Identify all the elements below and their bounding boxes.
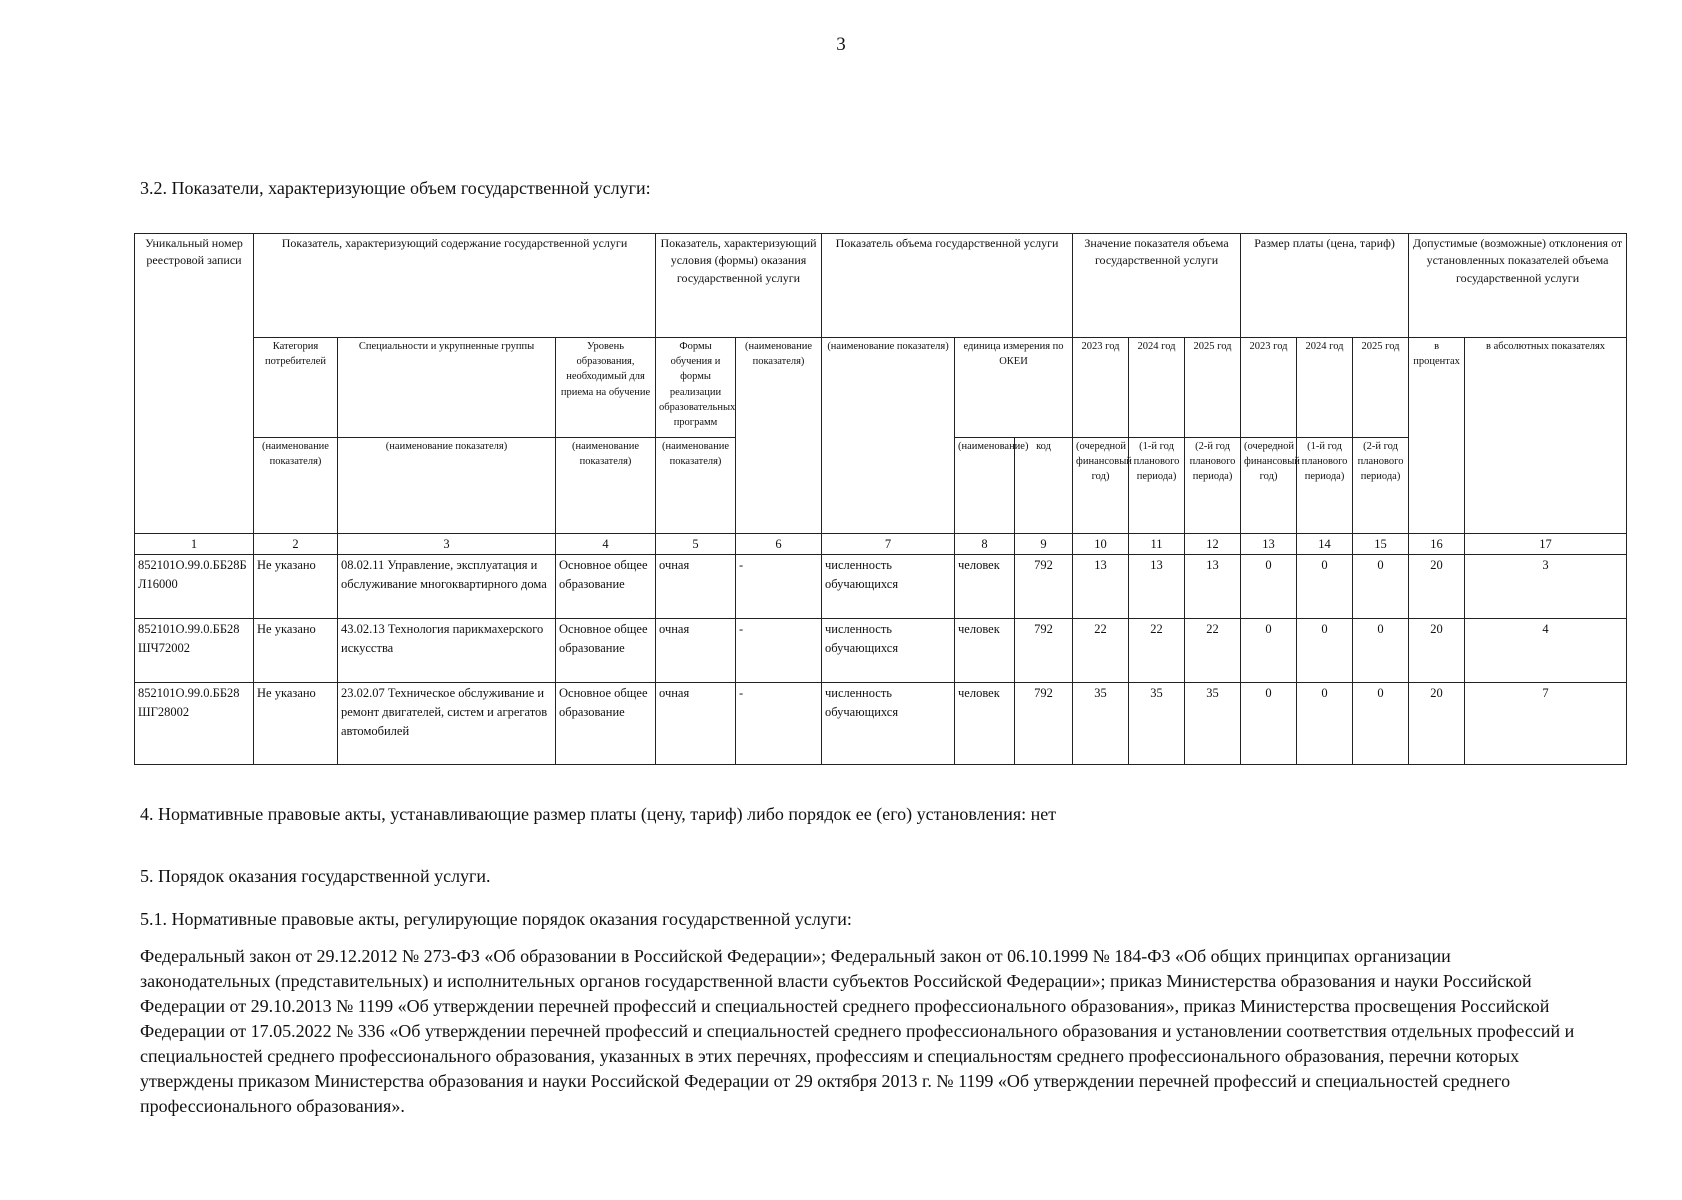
- head-fee-period-current: (очередной финансовый год): [1241, 438, 1297, 534]
- column-number: 8: [955, 534, 1015, 555]
- column-number: 12: [1185, 534, 1241, 555]
- cell-registry-number: 852101О.99.0.ББ28ШГ28002: [135, 683, 254, 765]
- cell-category: Не указано: [254, 683, 338, 765]
- cell-form: очная: [656, 683, 736, 765]
- cell-form: очная: [656, 619, 736, 683]
- head-unit-code: код: [1015, 438, 1073, 534]
- column-number: 16: [1409, 534, 1465, 555]
- column-number: 6: [736, 534, 822, 555]
- cell-registry-number: 852101О.99.0.ББ28БЛ16000: [135, 555, 254, 619]
- column-number: 7: [822, 534, 955, 555]
- cell-category: Не указано: [254, 555, 338, 619]
- head-unit-okei: единица измерения по ОКЕИ: [955, 338, 1073, 438]
- section-title-3-2: 3.2. Показатели, характеризующие объем государственной услуги:: [140, 178, 651, 198]
- cell-value-2023: 13: [1073, 555, 1129, 619]
- cell-unit: человек: [955, 619, 1015, 683]
- column-number: 9: [1015, 534, 1073, 555]
- column-number: 15: [1353, 534, 1409, 555]
- cell-deviation-percent: 20: [1409, 683, 1465, 765]
- section-5-title: 5. Порядок оказания государственной услуги.: [140, 866, 491, 886]
- cell-level: Основное общее образование: [556, 555, 656, 619]
- table-row: [135, 555, 1627, 619]
- head-unit-name: (наименование): [955, 438, 1015, 534]
- cell-deviation-absolute: 4: [1465, 619, 1627, 683]
- cell-value-2024: 35: [1129, 683, 1185, 765]
- cell-fee-2025: 0: [1353, 619, 1409, 683]
- cell-registry-number: 852101О.99.0.ББ28ШЧ72002: [135, 619, 254, 683]
- cell-fee-2025: 0: [1353, 683, 1409, 765]
- cell-specialty: 43.02.13 Технология парикмахерского искусства: [338, 619, 556, 683]
- column-number: 11: [1129, 534, 1185, 555]
- cell-fee-2024: 0: [1297, 683, 1353, 765]
- cell-condition: -: [736, 619, 822, 683]
- column-number: 10: [1073, 534, 1129, 555]
- head-fee-group: Размер платы (цена, тариф): [1241, 234, 1409, 338]
- head-fee-year-2024: 2024 год: [1297, 338, 1353, 438]
- cell-fee-2023: 0: [1241, 555, 1297, 619]
- cell-deviation-absolute: 7: [1465, 683, 1627, 765]
- cell-indicator: численность обучающихся: [822, 619, 955, 683]
- head-unique-number: Уникальный номер реестровой записи: [135, 234, 254, 534]
- cell-deviation-absolute: 3: [1465, 555, 1627, 619]
- section-4-text: 4. Нормативные правовые акты, устанавливающие размер платы (цену, тариф) либо порядок ее (его) установления: нет: [140, 804, 1057, 824]
- cell-category: Не указано: [254, 619, 338, 683]
- page-number: 3: [836, 34, 846, 55]
- head-name-indicator-1: (наименование показателя): [254, 438, 338, 534]
- cell-fee-2024: 0: [1297, 619, 1353, 683]
- cell-condition: -: [736, 555, 822, 619]
- cell-value-2023: 35: [1073, 683, 1129, 765]
- column-numbers-row: [135, 534, 1627, 555]
- head-fee-year-2023: 2023 год: [1241, 338, 1297, 438]
- cell-value-2025: 35: [1185, 683, 1241, 765]
- head-education-level: Уровень образования, необходимый для приема на обучение: [556, 338, 656, 438]
- cell-unit-code: 792: [1015, 683, 1073, 765]
- column-number: 17: [1465, 534, 1627, 555]
- column-number: 4: [556, 534, 656, 555]
- head-year-2023: 2023 год: [1073, 338, 1129, 438]
- cell-fee-2024: 0: [1297, 555, 1353, 619]
- cell-form: очная: [656, 555, 736, 619]
- cell-level: Основное общее образование: [556, 619, 656, 683]
- volume-indicators-table: [134, 233, 1627, 765]
- head-period-current: (очередной финансовый год): [1073, 438, 1129, 534]
- head-name-indicator-2: (наименование показателя): [338, 438, 556, 534]
- column-number: 13: [1241, 534, 1297, 555]
- head-content-group: Показатель, характеризующий содержание государственной услуги: [254, 234, 656, 338]
- cell-unit: человек: [955, 555, 1015, 619]
- cell-deviation-percent: 20: [1409, 555, 1465, 619]
- cell-deviation-percent: 20: [1409, 619, 1465, 683]
- head-conditions-group: Показатель, характеризующий условия (формы) оказания государственной услуги: [656, 234, 822, 338]
- cell-value-2024: 13: [1129, 555, 1185, 619]
- cell-level: Основное общее образование: [556, 683, 656, 765]
- cell-indicator: численность обучающихся: [822, 683, 955, 765]
- cell-value-2023: 22: [1073, 619, 1129, 683]
- column-number: 14: [1297, 534, 1353, 555]
- head-indicator-name: (наименование показателя): [822, 338, 955, 534]
- head-volume-group: Показатель объема государственной услуги: [822, 234, 1073, 338]
- cell-indicator: численность обучающихся: [822, 555, 955, 619]
- head-name-indicator-4: (наименование показателя): [656, 438, 736, 534]
- column-number: 5: [656, 534, 736, 555]
- head-fee-period-first: (1-й год планового периода): [1297, 438, 1353, 534]
- cell-unit: человек: [955, 683, 1015, 765]
- cell-value-2024: 22: [1129, 619, 1185, 683]
- head-cond-indicator-name: (наименование показателя): [736, 338, 822, 534]
- head-year-2024: 2024 год: [1129, 338, 1185, 438]
- cell-fee-2023: 0: [1241, 683, 1297, 765]
- table-row: [135, 619, 1627, 683]
- cell-specialty: 23.02.07 Техническое обслуживание и ремонт двигателей, систем и агрегатов автомобилей: [338, 683, 556, 765]
- table-row: [135, 683, 1627, 765]
- cell-value-2025: 22: [1185, 619, 1241, 683]
- head-name-indicator-3: (наименование показателя): [556, 438, 656, 534]
- head-in-absolute: в абсолютных показателях: [1465, 338, 1627, 534]
- head-period-first: (1-й год планового периода): [1129, 438, 1185, 534]
- cell-fee-2025: 0: [1353, 555, 1409, 619]
- column-number: 1: [135, 534, 254, 555]
- head-specialties: Специальности и укрупненные группы: [338, 338, 556, 438]
- cell-unit-code: 792: [1015, 619, 1073, 683]
- head-deviation-group: Допустимые (возможные) отклонения от установленных показателей объема государственной услуги: [1409, 234, 1627, 338]
- head-fee-period-second: (2-й год планового периода): [1353, 438, 1409, 534]
- cell-unit-code: 792: [1015, 555, 1073, 619]
- head-fee-year-2025: 2025 год: [1353, 338, 1409, 438]
- cell-value-2025: 13: [1185, 555, 1241, 619]
- head-value-group: Значение показателя объема государственной услуги: [1073, 234, 1241, 338]
- law-text-paragraph: Федеральный закон от 29.12.2012 № 273-ФЗ «Об образовании в Российской Федерации»; Федеральный закон от 06.10.1999 № 184-ФЗ «Об общих принципах организации законодательных (представительных) и исполнительных органов государственной власти субъектов Российской Федерации»; приказ Министерства образования и науки Российской Федерации от 29.10.2013 № 1199 «Об утверждении перечней профессий и специальностей среднего профессионального образования», приказ Министерства просвещения Российской Федерации от 17.05.2022 № 336 «Об утверждении перечней профессий и специальностей среднего профессионального образования и установлении соответствия отдельных профессий и специальностей среднего профессионального образования, указанных в этих перечнях, профессиям и специальностям среднего профессионального образования, перечни которых утверждены приказом Министерства образования и науки Российской Федерации от 29 октября 2013 г. № 1199 «Об утверждении перечней профессий и специальностей среднего профессионального образования».: [140, 946, 1575, 1116]
- head-forms: Формы обучения и формы реализации образовательных программ: [656, 338, 736, 438]
- head-in-percent: в процентах: [1409, 338, 1465, 534]
- column-number: 2: [254, 534, 338, 555]
- cell-specialty: 08.02.11 Управление, эксплуатация и обслуживание многоквартирного дома: [338, 555, 556, 619]
- section-5-1-title: 5.1. Нормативные правовые акты, регулирующие порядок оказания государственной услуги:: [140, 909, 852, 929]
- head-consumer-category: Категория потребителей: [254, 338, 338, 438]
- cell-fee-2023: 0: [1241, 619, 1297, 683]
- column-number: 3: [338, 534, 556, 555]
- head-year-2025: 2025 год: [1185, 338, 1241, 438]
- head-period-second: (2-й год планового периода): [1185, 438, 1241, 534]
- cell-condition: -: [736, 683, 822, 765]
